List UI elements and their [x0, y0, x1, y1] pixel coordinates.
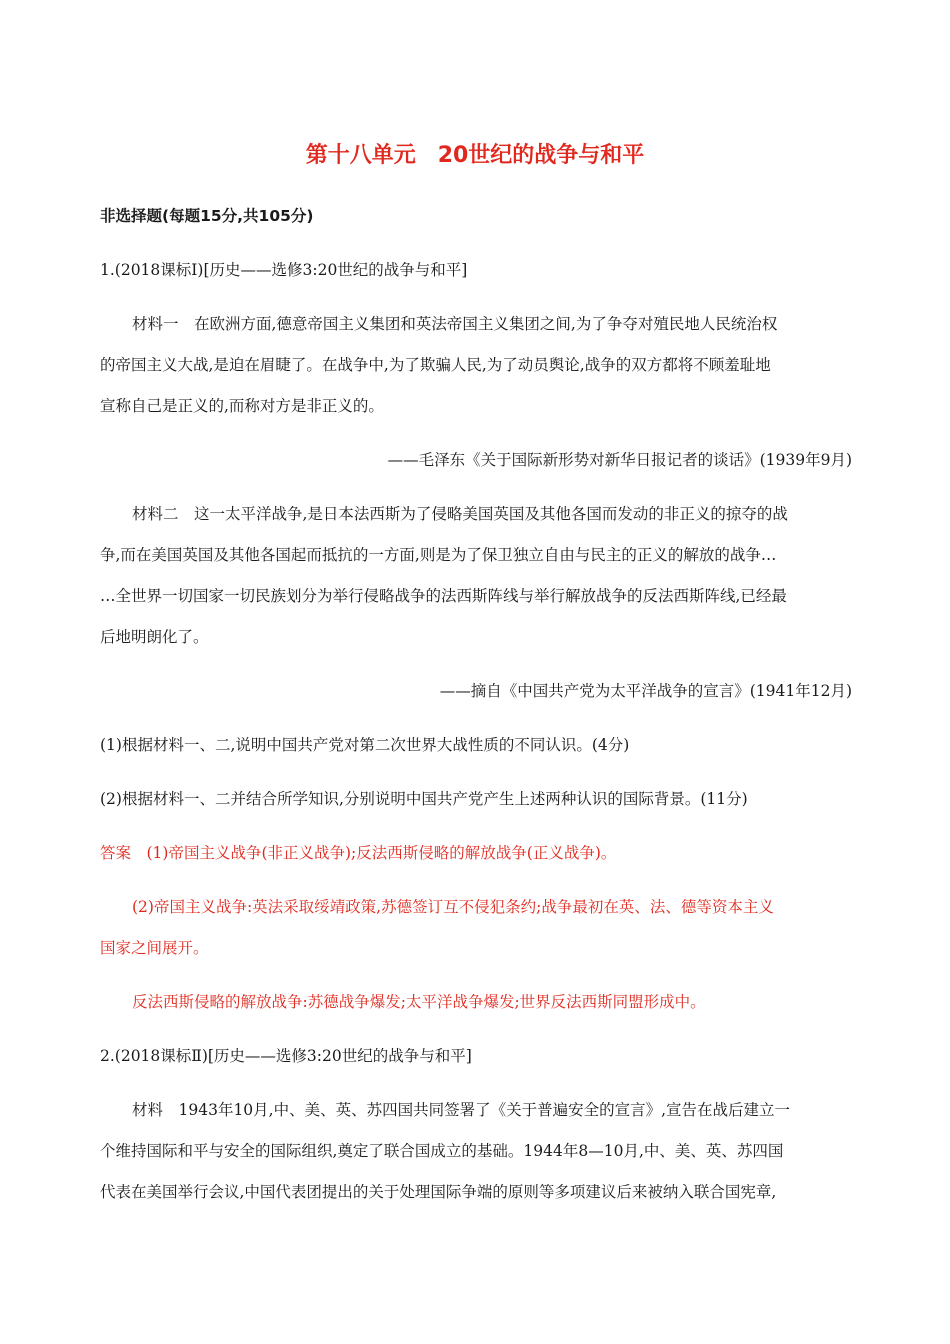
page-title: 第十八单元 20世纪的战争与和平 — [305, 143, 645, 168]
q1-answer-line-3: 反法西斯侵略的解放战争:苏德战争爆发;太平洋战争爆发;世界反法西斯同盟形成中。 — [132, 993, 706, 1011]
question-1-header: 1.(2018课标Ⅰ)[历史——选修3:20世纪的战争与和平] — [100, 261, 468, 279]
q2-material-line-1: 材料 1943年10月,中、美、英、苏四国共同签署了《关于普遍安全的宣言》,宣告在战后建立一 — [132, 1101, 791, 1119]
section-heading: 非选择题(每题15分,共105分) — [100, 207, 314, 225]
q1-material-1-source: ——毛泽东《关于国际新形势对新华日报记者的谈话》(1939年9月) — [387, 451, 852, 469]
q1-material-1-line-3: 宣称自己是正义的,而称对方是非正义的。 — [100, 397, 384, 415]
question-2-header: 2.(2018课标Ⅱ)[历史——选修3:20世纪的战争与和平] — [100, 1047, 472, 1065]
q1-subquestion-1: (1)根据材料一、二,说明中国共产党对第二次世界大战性质的不同认识。(4分) — [100, 736, 630, 754]
q1-material-2-line-4: 后地明朗化了。 — [100, 628, 209, 646]
q1-answer-line-2a: (2)帝国主义战争:英法采取绥靖政策,苏德签订互不侵犯条约;战争最初在英、法、德等资本主义 — [132, 898, 774, 916]
q1-material-2-line-3: …全世界一切国家一切民族划分为举行侵略战争的法西斯阵线与举行解放战争的反法西斯阵线,已经最 — [100, 587, 787, 605]
q1-material-2-line-2: 争,而在美国英国及其他各国起而抵抗的一方面,则是为了保卫独立自由与民主的正义的解放的战争… — [100, 546, 777, 564]
q1-subquestion-2: (2)根据材料一、二并结合所学知识,分别说明中国共产党产生上述两种认识的国际背景。(11分) — [100, 790, 748, 808]
q2-material-line-2: 个维持国际和平与安全的国际组织,奠定了联合国成立的基础。1944年8—10月,中、美、英、苏四国 — [100, 1142, 784, 1160]
q1-material-2-line-1: 材料二 这一太平洋战争,是日本法西斯为了侵略美国英国及其他各国而发动的非正义的掠夺的战 — [132, 505, 788, 523]
q1-answer-line-1: 答案 (1)帝国主义战争(非正义战争);反法西斯侵略的解放战争(正义战争)。 — [100, 844, 617, 862]
q1-answer-line-2b: 国家之间展开。 — [100, 939, 209, 957]
q2-material-line-3: 代表在美国举行会议,中国代表团提出的关于处理国际争端的原则等多项建议后来被纳入联合国宪章, — [100, 1183, 777, 1201]
q1-material-2-source: ——摘自《中国共产党为太平洋战争的宣言》(1941年12月) — [439, 682, 852, 700]
q1-material-1-line-1: 材料一 在欧洲方面,德意帝国主义集团和英法帝国主义集团之间,为了争夺对殖民地人民统治权 — [132, 315, 778, 333]
q1-material-1-line-2: 的帝国主义大战,是迫在眉睫了。在战争中,为了欺骗人民,为了动员舆论,战争的双方都将不顾羞耻地 — [100, 356, 771, 374]
